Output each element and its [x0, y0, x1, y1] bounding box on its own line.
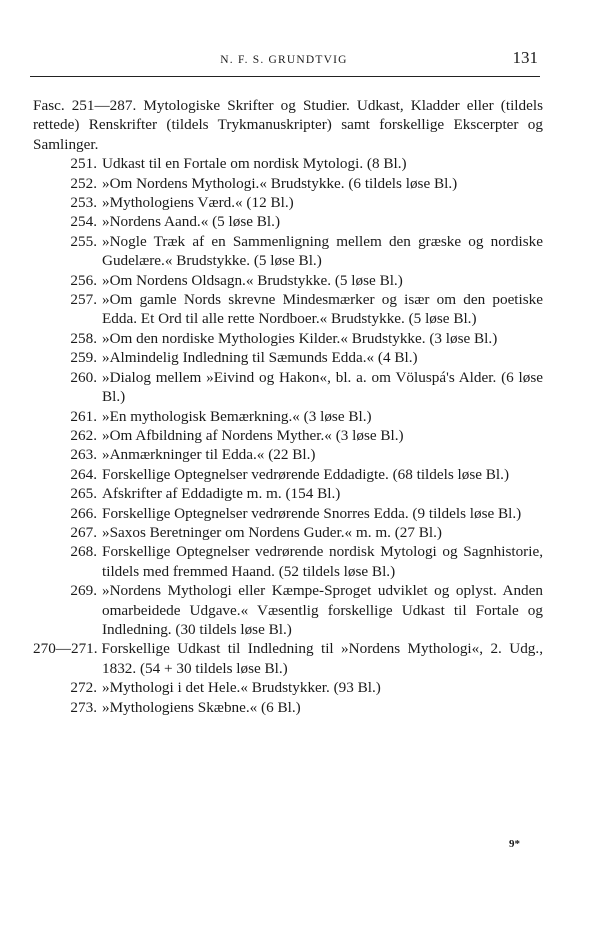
entry-number: 254.	[70, 213, 97, 231]
entry-text: »Mythologiens Værd.« (12 Bl.)	[102, 194, 294, 212]
entry-text: Forskellige Optegnelser vedrørende nordisk Mytologi og Sagnhistorie, tildels med fremmed Haand. (52 tildels løse Bl.)	[102, 543, 543, 580]
entry-text: Forskellige Udkast til Indledning til »Nordens Mythologi«, 2. Udg., 1832. (54 + 30 tildels løse Bl.)	[101, 640, 543, 677]
entry-text: »Om Nordens Mythologi.« Brudstykke. (6 tildels løse Bl.)	[102, 174, 458, 192]
entry-number: 255.	[70, 232, 97, 250]
catalog-entry	[33, 678, 543, 697]
entry-text: »Nordens Mythologi eller Kæmpe-Sproget udviklet og oplyst. Anden omarbeidede Udgave.« Væsentlig forskellige Udkast til Fortale og Indledning. (30 tildels løse Bl.)	[102, 582, 543, 638]
entry-number: 261.	[70, 407, 97, 425]
catalog-entry	[33, 484, 543, 503]
entry-text: »Nogle Træk af en Sammenligning mellem den græske og nordiske Gudelære.« Brudstykke. (5 løse Bl.)	[102, 232, 543, 270]
entry-text: »Saxos Beretninger om Nordens Guder.« m. m. (27 Bl.)	[102, 523, 442, 541]
catalog-body	[33, 96, 543, 717]
entry-text: »Mythologiens Skæbne.« (6 Bl.)	[102, 698, 301, 716]
entry-number: 264.	[70, 465, 97, 483]
catalog-entry	[33, 504, 543, 523]
entry-text: Forskellige Optegnelser vedrørende Eddadigte. (68 tildels løse Bl.)	[102, 465, 510, 483]
catalog-entry	[33, 348, 543, 367]
entry-number: 258.	[70, 329, 97, 347]
catalog-entry	[33, 445, 543, 464]
catalog-entry	[33, 581, 543, 639]
catalog-entry	[33, 174, 543, 193]
catalog-entry	[33, 212, 543, 231]
signature-mark: 9*	[509, 838, 520, 850]
entry-number: 260.	[70, 368, 97, 386]
catalog-entry	[33, 407, 543, 426]
entry-text: Afskrifter af Eddadigte m. m. (154 Bl.)	[102, 485, 341, 503]
entry-number: 266.	[70, 504, 97, 522]
catalog-entry	[33, 523, 543, 542]
entry-text: »Anmærkninger til Edda.« (22 Bl.)	[102, 446, 316, 464]
entry-text: »Almindelig Indledning til Sæmunds Edda.« (4 Bl.)	[102, 349, 418, 367]
catalog-entry	[33, 232, 543, 271]
entry-text: »Om Afbildning af Nordens Myther.« (3 løse Bl.)	[102, 426, 404, 444]
entry-number: 253.	[70, 194, 97, 212]
entry-number: 259.	[70, 349, 97, 367]
entry-number: 256.	[70, 271, 97, 289]
catalog-entry	[33, 698, 543, 717]
catalog-entry	[33, 193, 543, 212]
catalog-entry	[33, 271, 543, 290]
fascicle-intro: Fasc. 251—287. Mytologiske Skrifter og Studier. Udkast, Kladder eller (tildels rettede) Renskrifter (tildels Trykmanuskripter) samt forskellige Ekscerpter og Samlinger.	[33, 97, 543, 153]
page-number: 131	[512, 48, 538, 67]
entry-text: »Om den nordiske Mythologies Kilder.« Brudstykke. (3 løse Bl.)	[102, 329, 498, 347]
entry-text: Udkast til en Fortale om nordisk Mytologi. (8 Bl.)	[102, 155, 407, 173]
entry-number: 272.	[70, 679, 97, 697]
catalog-entry	[33, 426, 543, 445]
catalog-entry	[33, 329, 543, 348]
entry-number: 268.	[70, 543, 97, 561]
entry-text: Forskellige Optegnelser vedrørende Snorres Edda. (9 tildels løse Bl.)	[102, 504, 522, 522]
entry-number: 265.	[70, 485, 97, 503]
catalog-entry	[33, 639, 543, 678]
catalog-entry	[33, 465, 543, 484]
entry-number: 252.	[70, 174, 97, 192]
entry-text: »Mythologi i det Hele.« Brudstykker. (93 Bl.)	[102, 679, 381, 697]
entry-list	[33, 154, 543, 717]
entry-number: 262.	[70, 426, 97, 444]
catalog-entry	[33, 290, 543, 329]
entry-number: 263.	[70, 446, 97, 464]
entry-number: 267.	[70, 523, 97, 541]
entry-text: »Nordens Aand.« (5 løse Bl.)	[102, 213, 281, 231]
entry-text: »En mythologisk Bemærkning.« (3 løse Bl.)	[102, 407, 372, 425]
running-head: N. F. S. GRUNDTVIG	[220, 54, 348, 66]
entry-text: »Om Nordens Oldsagn.« Brudstykke. (5 løse Bl.)	[102, 271, 403, 289]
entry-text: »Dialog mellem »Eivind og Hakon«, bl. a. om Völuspá's Alder. (6 løse Bl.)	[102, 368, 543, 406]
entry-number: 269.	[70, 582, 97, 600]
entry-number: 257.	[70, 291, 97, 309]
catalog-entry	[33, 368, 543, 407]
entry-number: 273.	[70, 698, 97, 716]
entry-text: »Om gamle Nords skrevne Mindesmærker og især om den poetiske Edda. Et Ord til alle rette Nordboer.« Brudstykke. (5 løse Bl.)	[102, 291, 543, 328]
entry-number: 251.	[70, 155, 97, 173]
page-header	[30, 48, 538, 74]
entry-number: 270—271.	[33, 640, 98, 658]
catalog-entry	[33, 154, 543, 173]
header-rule	[30, 76, 540, 77]
catalog-entry	[33, 542, 543, 581]
